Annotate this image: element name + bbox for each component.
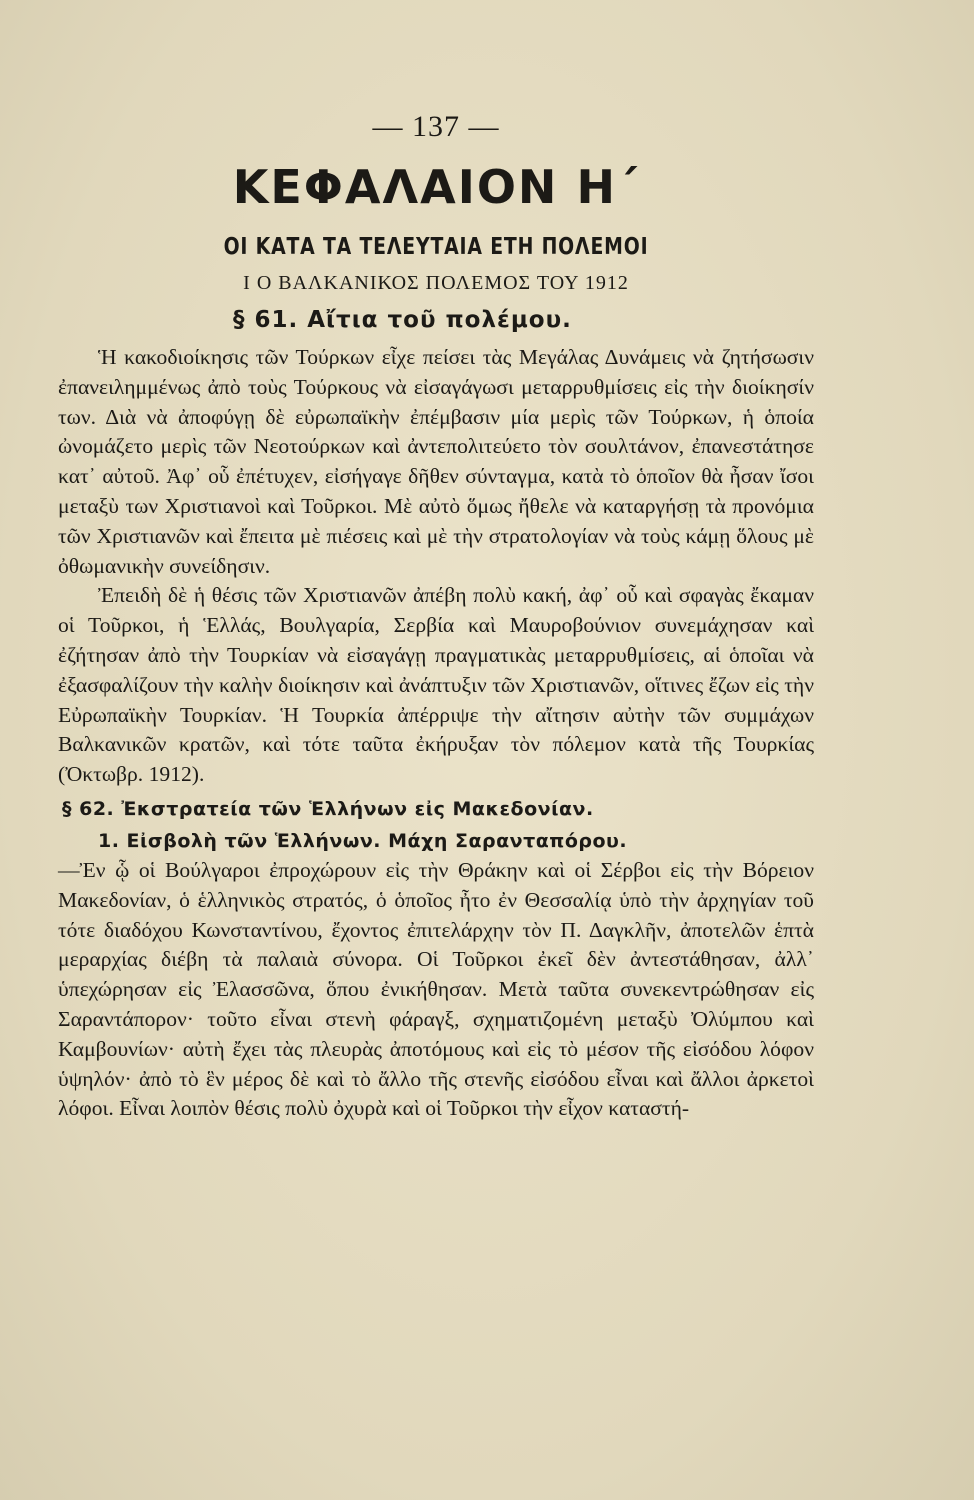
page-number: — 137 — — [372, 110, 500, 143]
section-subtitle: Ι Ο ΒΑΛΚΑΝΙΚΟΣ ΠΟΛΕΜΟΣ ΤΟΥ 1912 — [243, 272, 629, 294]
chapter-subtitle: ΟΙ ΚΑΤΑ ΤΑ ΤΕΛΕΥΤΑΙΑ ΕΤΗ ΠΟΛΕΜΟΙ — [223, 234, 649, 260]
paragraph-1: Ἡ κακοδιοίκησις τῶν Τούρκων εἶχε πείσει τὰς Μεγάλας Δυνάμεις νὰ ζητήσωσιν ἐπανειλημμένως ἀπὸ τοὺς Τούρκους νὰ εἰσαγάγωσι μεταρρυθμίσεις εἰς τὴν διοίκησίν των. Διὰ νὰ ἀποφύγῃ δὲ εὐρωπαϊκὴν ἐπέμβασιν μία μερὶς τῶν Τούρκων, ἡ ὁποία ὠνομάζετο μερὶς τῶν Νεοτούρκων καὶ ἀντεπολιτεύετο τὸν σουλτάνον, ἐπανεστάτησε κατ᾿ αὐτοῦ. Ἀφ᾿ οὗ ἐπέτυχεν, εἰσήγαγε δῆθεν σύνταγμα, κατὰ τὸ ὁποῖον θὰ ἦσαν ἴσοι μεταξὺ των Χριστιανοὶ καὶ Τοῦρκοι. Μὲ αὐτὸ ὅμως ἤθελε νὰ καταργήσῃ τὰ προνόμια τῶν Χριστιανῶν καὶ ἔπειτα μὲ πιέσεις καὶ μὲ τὴν στρατολογίαν νὰ τοὺς κάμῃ ὅλους μὲ ὀθωμανικὴν συνείδησιν. — [58, 345, 814, 578]
section-62-heading: § 62. Ἐκστρατεία τῶν Ἑλλήνων εἰς Μακεδονίαν. — [62, 797, 594, 820]
paragraph-2: Ἐπειδὴ δὲ ἡ θέσις τῶν Χριστιανῶν ἀπέβη πολὺ κακή, ἀφ᾿ οὗ καὶ σφαγὰς ἔκαμαν οἱ Τοῦρκοι, ἡ Ἑλλάς, Βουλγαρία, Σερβία καὶ Μαυροβούνιον συνεμάχησαν καὶ ἐζήτησαν ἀπὸ τὴν Τουρκίαν νὰ εἰσαγάγῃ πραγματικὰς μεταρρυθμίσεις, αἱ ὁποῖαι νὰ ἐξασφαλίζουν τὴν καλὴν διοίκησιν καὶ ἀνάπτυξιν τῶν Χριστιανῶν, οἵτινες ἔζων εἰς τὴν Εὐρωπαϊκὴν Τουρκίαν. Ἡ Τουρκία ἀπέρριψε τὴν αἴτησιν αὐτὴν τῶν συμμάχων Βαλκανικῶν κρατῶν, καὶ τότε ταῦτα ἐκήρυξαν τὸν πόλεμον κατὰ τῆς Τουρκίας (Ὀκτωβρ. 1912). — [58, 583, 814, 787]
subsection-1-heading: 1. Εἰσβολὴ τῶν Ἑλλήνων. Μάχη Σαρανταπόρου. — [98, 829, 628, 852]
section-61-heading: § 61. Αἴτια τοῦ πολέμου. — [233, 307, 572, 333]
chapter-title: ΚΕΦΑΛΑΙΟΝ Η΄ — [232, 160, 640, 214]
paragraph-3: —Ἐν ᾧ οἱ Βούλγαροι ἐπροχώρουν εἰς τὴν Θράκην καὶ οἱ Σέρβοι εἰς τὴν Βόρειον Μακεδονίαν, ὁ ἑλληνικὸς στρατός, ὁ ὁποῖος ἦτο ἐν Θεσσαλίᾳ ὑπὸ τὴν ἀρχηγίαν τοῦ τότε διαδόχου Κωνσταντίνου, ἔχοντος ἐπιτελάρχην τὸν Π. Δαγκλῆν, ἀποτελῶν ἑπτὰ μεραρχίας διέβη τὰ παλαιὰ σύνορα. Οἱ Τοῦρκοι ἐκεῖ δὲν ἀντεστάθησαν, ἀλλ᾿ ὑπεχώρησαν εἰς Ἐλασσῶνα, ὅπου ἐνικήθησαν. Μετὰ ταῦτα συνεκεντρώθησαν εἰς Σαραντάπορον· τοῦτο εἶναι στενὴ φάραγξ, σχηματιζομένη μεταξὺ Ὀλύμπου καὶ Καμβουνίων· αὐτὴ ἔχει τὰς πλευρὰς ἀποτόμους καὶ εἰς τὸ μέσον τῆς εἰσόδου λόφον ὑψηλόν· ἀπὸ τὸ ἓν μέρος δὲ καὶ τὸ ἄλλο τῆς στενῆς εἰσόδου εἶναι καὶ ἄλλοι ἀρκετοὶ λόφοι. Εἶναι λοιπὸν θέσις πολὺ ὀχυρὰ καὶ οἱ Τοῦρκοι τὴν εἶχον καταστή- — [58, 857, 814, 1121]
